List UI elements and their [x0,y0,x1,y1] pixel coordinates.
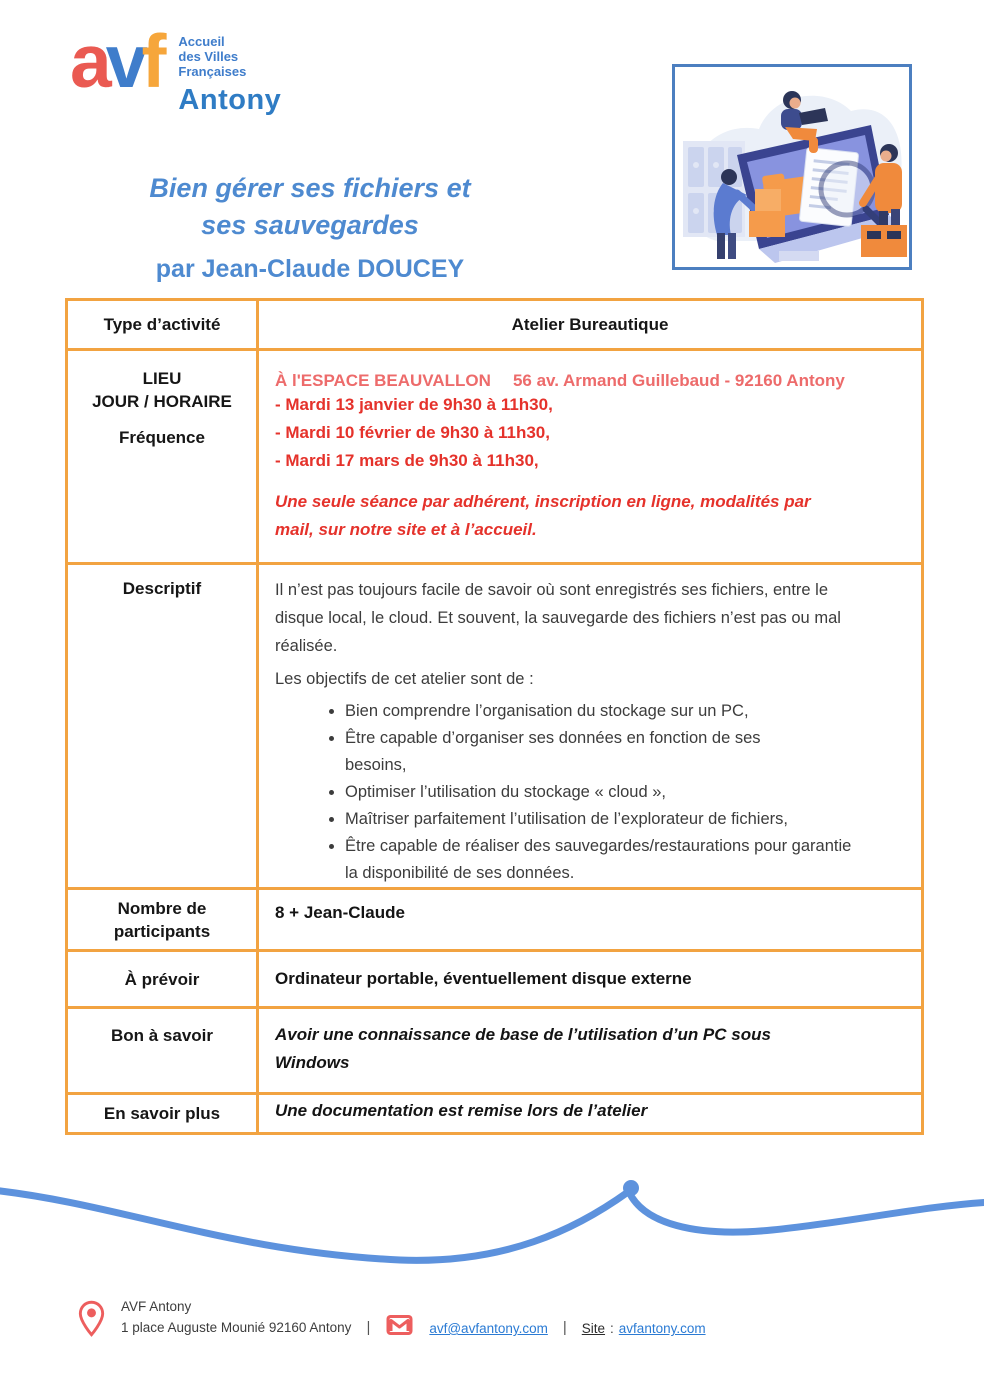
wave-dot [623,1180,639,1196]
mail-icon [385,1313,414,1337]
description-paragraph-2: Les objectifs de cet atelier sont de : [275,670,534,688]
table-row-good-to-know [67,1008,923,1094]
logo-tagline-line1: Accueil [178,34,225,49]
schedule-session-1: - Mardi 13 janvier de 9h30 à 11h30, [275,395,553,414]
schedule-session-2: - Mardi 10 février de 9h30 à 11h30, [275,423,550,442]
participants-value: 8 + Jean-Claude [258,889,923,951]
good-to-know-value [258,1008,923,1094]
wave-decoration [0,1158,984,1298]
description-label: Descriptif [67,564,258,889]
logo-tagline [178,34,281,79]
goal-item-2: • Être capable d’organiser ses données en fonction de ses besoins, [345,725,815,779]
table-row-schedule [67,350,923,564]
site-label: Site [581,1321,606,1336]
logo-letter-v: v [105,19,142,103]
footer-divider-2: | [562,1319,567,1336]
location-pin-icon [78,1300,105,1338]
good-to-know-label: Bon à savoir [67,1008,258,1094]
site-colon: : [610,1321,614,1336]
site-link[interactable]: avfantony.com [618,1321,706,1336]
schedule-place: À l'ESPACE BEAUVALLON [275,371,491,390]
title-line2: ses sauvegardes [201,210,419,240]
table-row-description [67,564,923,889]
schedule-note: Une seule séance par adhérent, inscription en ligne, modalités par mail, sur notre site et à l’accueil. [275,492,811,539]
footer [78,1296,706,1338]
goal-item-4: • Maîtriser parfaitement l’utilisation de l’explorateur de fichiers, [345,806,860,833]
schedule-label-jour-horaire: JOUR / HORAIRE [92,392,232,411]
schedule-label-lieu: LIEU [142,369,182,388]
schedule-address: 56 av. Armand Guillebaud - 92160 Antony [512,371,845,390]
schedule-label [67,350,258,564]
table-row-to-bring [67,951,923,1008]
goal-item-1: • Bien comprendre l’organisation du stockage sur un PC, [345,698,860,725]
description-value [258,564,923,889]
schedule-label-frequence: Fréquence [119,428,205,447]
activity-label: Type d’activité [67,300,258,350]
footer-street-address: 1 place Auguste Mounié 92160 Antony [121,1320,352,1335]
workshop-illustration-svg [675,67,909,267]
to-bring-value: Ordinateur portable, éventuellement disque externe [258,951,923,1008]
schedule-place-line [275,371,905,391]
description-paragraph-1: Il n’est pas toujours facile de savoir où sont enregistrés ses fichiers, entre le disque local, le cloud. Et souvent, la sauvegarde des fichiers n’est pas ou mal réalisée. [275,581,841,655]
illustration-archive-shelf [683,141,745,237]
table-row-participants [67,889,923,951]
email-link[interactable]: avf@avfantony.com [429,1321,548,1336]
to-bring-label: À prévoir [67,951,258,1008]
workshop-illustration [672,64,912,270]
page-title [60,170,560,284]
good-to-know-text: Avoir une connaissance de base de l’utilisation d’un PC sous Windows [275,1025,771,1072]
participants-label: Nombre de participants [67,889,258,951]
logo-tagline-line3: Françaises [178,64,247,79]
avf-logo-word [70,19,161,117]
title-line1: Bien gérer ses fichiers et [149,173,471,203]
goal-item-3: • Optimiser l’utilisation du stockage « cloud », [345,779,860,806]
table-row-activity [67,300,923,350]
more-info-label: En savoir plus [67,1094,258,1134]
logo-city: Antony [178,84,282,116]
wave-svg [0,1158,984,1298]
byline: par Jean-Claude DOUCEY [155,255,465,283]
footer-divider-1: | [366,1319,371,1336]
activity-info-table [65,298,924,1135]
schedule-value [258,350,923,564]
footer-org: AVF Antony [121,1299,192,1314]
logo-tagline-line2: des Villes [178,49,239,64]
table-row-more-info [67,1094,923,1134]
goal-item-5: • Être capable de réaliser des sauvegardes/restaurations pour garantie la disponibilité de ses données. [345,833,860,887]
activity-value: Atelier Bureautique [258,300,923,350]
logo-letter-a: a [70,19,106,103]
logo-letter-f: f [141,19,161,103]
schedule-session-3: - Mardi 17 mars de 9h30 à 11h30, [275,451,539,470]
avf-logo [70,19,282,117]
more-info-value: Une documentation est remise lors de l’atelier [258,1094,923,1134]
description-goals-list [275,698,905,887]
